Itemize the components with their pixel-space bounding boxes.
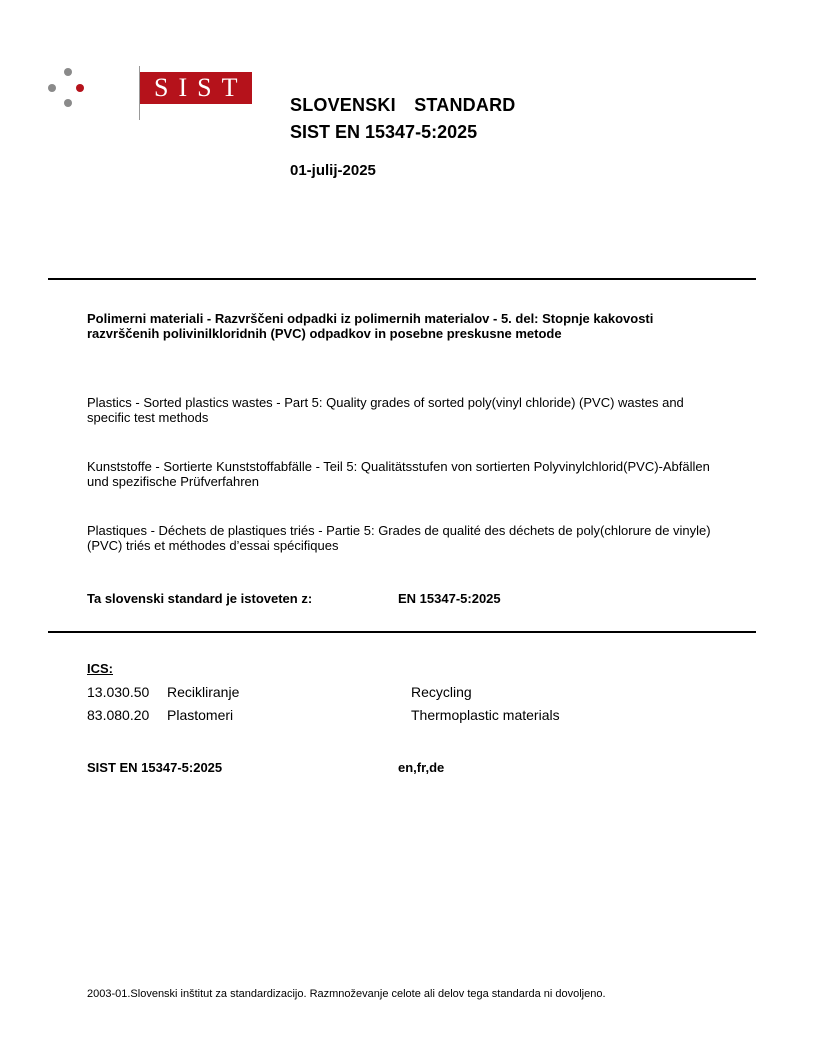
- top-divider: [48, 278, 756, 280]
- identical-to-value: EN 15347-5:2025: [398, 591, 501, 606]
- ics-code: 13.030.50: [87, 684, 150, 700]
- document-code: SIST EN 15347-5:2025: [87, 760, 223, 775]
- title-slovenian: Polimerni materiali - Razvrščeni odpadki iz polimernih materialov - 5. del: Stopnje kakovosti razvrščenih polivinilkloridnih (PVC) odpadkov in posebne preskusne metode: [87, 311, 654, 341]
- logo-dot: [48, 84, 56, 92]
- title-french: Plastiques - Déchets de plastiques triés - Partie 5: Grades de qualité des déchets de poly(chlorure de vinyle) (PVC) triés et méthodes d’essai spécifiques: [87, 523, 711, 553]
- ics-name-sl: Plastomeri: [167, 707, 234, 723]
- ics-code: 83.080.20: [87, 707, 150, 723]
- logo-wordmark: SIST: [140, 72, 252, 104]
- sist-logo: [48, 66, 248, 120]
- ics-name-en: Thermoplastic materials: [411, 707, 560, 723]
- logo-dot-accent: [76, 84, 84, 92]
- ics-heading: ICS:: [87, 661, 113, 676]
- ics-row: [87, 707, 727, 725]
- bottom-divider: [48, 631, 756, 633]
- ics-name-sl: Recikliranje: [167, 684, 240, 700]
- title-german: Kunststoffe - Sortierte Kunststoffabfälle - Teil 5: Qualitätsstufen von sortierten Polyvinylchlorid(PVC)-Abfällen und spezifische Prüfverfahren: [87, 459, 710, 489]
- document-languages: en,fr,de: [398, 760, 445, 775]
- identical-to-label: Ta slovenski standard je istoveten z:: [87, 591, 313, 606]
- logo-dot: [64, 99, 72, 107]
- standard-type-heading: SLOVENSKI STANDARD: [290, 95, 516, 115]
- logo-dot: [64, 68, 72, 76]
- publication-date: 01-julij-2025: [290, 162, 376, 179]
- title-english: Plastics - Sorted plastics wastes - Part 5: Quality grades of sorted poly(vinyl chloride) (PVC) wastes and specific test methods: [87, 395, 684, 425]
- copyright-notice: 2003-01.Slovenski inštitut za standardizacijo. Razmnoževanje celote ali delov tega standarda ni dovoljeno.: [87, 988, 606, 1000]
- ics-row: [87, 684, 727, 702]
- ics-name-en: Recycling: [411, 684, 472, 700]
- standard-code-heading: SIST EN 15347-5:2025: [290, 122, 478, 142]
